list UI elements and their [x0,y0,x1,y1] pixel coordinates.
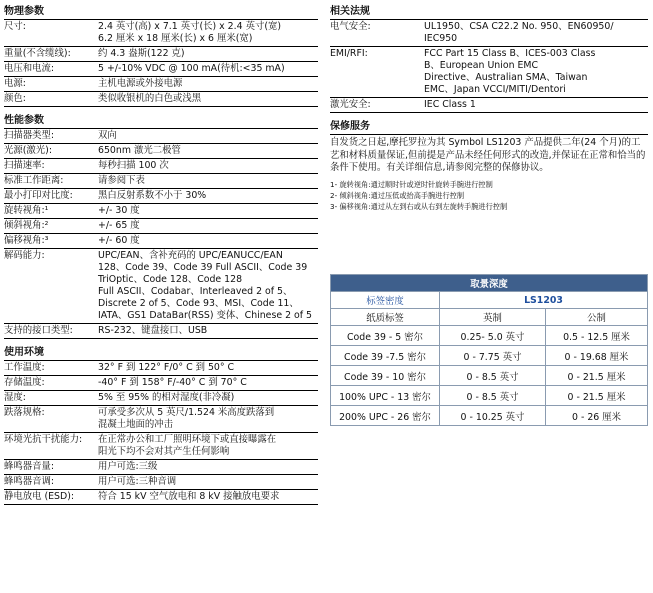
table-cell: 0 - 7.75 英寸 [440,346,546,366]
spec-value [98,92,318,106]
spec-label: 倾斜视角:² [4,220,49,231]
spec-row [4,234,318,249]
spec-row [4,219,318,234]
spec-row [4,62,318,77]
spec-label: 湿度: [4,392,26,403]
table-cell: 0 - 19.68 厘米 [546,346,648,366]
physical-section-title: 物理参数 [4,4,318,20]
spec-value-line: IEC Class 1 [424,99,476,110]
spec-value-line: FCC Part 15 Class B、ICES-003 Class [424,48,596,59]
spec-label: 标准工作距离: [4,175,64,186]
spec-row [4,249,318,324]
spec-row [4,460,318,475]
spec-value-line: 每秒扫描 100 次 [98,160,169,171]
spec-value-line: 用户可选:三种音调 [98,476,177,487]
spec-value [98,189,318,203]
footnote: 2- 倾斜视角:通过压低或抬高手腕进行控制 [330,190,465,200]
spec-value-line: 类似收银机的白色或浅黑 [98,93,202,104]
right-column [330,4,648,212]
spec-value-line: 阳光下均不会对其产生任何影响 [98,446,230,457]
table-cell: 200% UPC - 26 密尔 [331,406,440,426]
spec-value-line: Discrete 2 of 5、Code 93、MSI、Code 11、 [98,298,299,309]
spec-value [98,174,318,188]
spec-value-line: 约 4.3 盎斯(122 克) [98,48,185,59]
table-cell: Code 39 -7.5 密尔 [331,346,440,366]
spec-row [4,324,318,339]
spec-row [4,490,318,505]
spec-value-line: 650nm 激光二极管 [98,145,181,156]
spec-value-line: 主机电源或外接电源 [98,78,183,89]
spec-row [4,376,318,391]
spec-value [98,20,318,46]
spec-value-line: 请参阅下表 [98,175,145,186]
spec-label: 电气安全: [330,21,371,32]
spec-label: 支持的接口类型: [4,325,73,336]
spec-row [330,20,648,47]
spec-label: 跌落规格: [4,407,45,418]
column-header: 纸质标签 [331,309,440,326]
spec-value [98,406,318,432]
spec-row [4,144,318,159]
spec-value [98,77,318,91]
spec-value [98,129,318,143]
spec-label: 重量(不含缆线): [4,48,71,59]
spec-value-line: 5% 至 95% 的相对湿度(非冷凝) [98,392,235,403]
environment-rows [4,361,318,505]
spec-row [4,189,318,204]
spec-value-line: EMC、Japan VCCI/MITI/Dentori [424,84,566,95]
spec-value-line: 符合 15 kV 空气放电和 8 kV 接触放电要求 [98,491,280,502]
spec-row [4,47,318,62]
spec-label: 光源(激光): [4,145,52,156]
spec-value-line: 用户可选:三级 [98,461,158,472]
spec-value-line: 在正常办公和工厂照明环境下或直接曝露在 [98,434,277,445]
spec-value-line: +/- 65 度 [98,220,140,231]
label-density-header: 标签密度 [331,292,440,309]
spec-row [4,159,318,174]
spec-label: 工作温度: [4,362,45,373]
spec-value-line: 32° F 到 122° F/0° C 到 50° C [98,362,235,373]
spec-value-line: +/- 60 度 [98,235,140,246]
depth-of-field-table [330,274,648,426]
table-cell: 100% UPC - 13 密尔 [331,386,440,406]
spec-value-line: B、European Union EMC [424,60,539,71]
spec-value-line: Full ASCII、Codabar、Interleaved 2 of 5、 [98,286,293,297]
table-row [331,366,648,386]
spec-label: 解码能力: [4,250,45,261]
environment-section-title: 使用环境 [4,345,318,361]
spec-value [98,324,318,338]
spec-value-line: 128、Code 39、Code 39 Full ASCII、Code 39 [98,262,308,273]
spec-value-line: 黑白反射系数不小于 30% [98,190,207,201]
table-row [331,386,648,406]
spec-row [4,433,318,460]
table-cell: 0 - 21.5 厘米 [546,386,648,406]
table-row [331,406,648,426]
spec-row [4,77,318,92]
warranty-text: 自发货之日起,摩托罗拉为其 Symbol LS1203 产品提供二年(24 个月)的工艺和材料质量保证,但前提是产品未经任何形式的改造,并保证在正常和恰当的条件下使用。有关详细信息,请参阅完整的保修协议。 [330,137,646,173]
spec-label: 蜂鸣器音调: [4,476,55,487]
spec-value-line: TriOptic、Code 128、Code 128 [98,274,243,285]
spec-value [424,98,648,112]
spec-label: 激光安全: [330,99,371,110]
spec-label: 偏移视角:³ [4,235,49,246]
regulatory-section-title: 相关法规 [330,4,648,20]
model-header: LS1203 [440,292,648,309]
table-cell: 0 - 21.5 厘米 [546,366,648,386]
spec-value [98,433,318,459]
table-cell: 0 - 8.5 英寸 [440,366,546,386]
table-cell: 0 - 8.5 英寸 [440,386,546,406]
column-header: 英制 [440,309,546,326]
spec-value-line: UPC/EAN、含补充码的 UPC/EANUCC/EAN [98,250,283,261]
spec-value-line: 双向 [98,130,117,141]
spec-label: 环境光抗干扰能力: [4,434,83,445]
spec-value [98,376,318,390]
spec-value [98,490,318,504]
spec-value-line: 6.2 厘米 x 18 厘米(长) x 6 厘米(宽) [98,33,253,44]
spec-row [4,92,318,107]
spec-row [4,174,318,189]
spec-value [98,62,318,76]
spec-value [98,144,318,158]
warranty-section-title: 保修服务 [330,119,648,135]
spec-value-line: 5 +/-10% VDC @ 100 mA(待机:<35 mA) [98,63,285,74]
spec-label: 扫描速率: [4,160,45,171]
footnotes [330,179,648,212]
spec-row [4,406,318,433]
spec-label: EMI/RFI: [330,48,368,59]
performance-section-title: 性能参数 [4,113,318,129]
spec-value [98,361,318,375]
depth-table-body [331,326,648,426]
spec-row [4,475,318,490]
performance-rows [4,129,318,339]
table-row [331,346,648,366]
spec-value [98,47,318,61]
spec-value [98,249,318,323]
spec-row [4,204,318,219]
spec-value-line: +/- 30 度 [98,205,140,216]
table-cell: Code 39 - 10 密尔 [331,366,440,386]
spec-value-line: 可承受多次从 5 英尺/1.524 米高度跌落到 [98,407,275,418]
spec-row [4,391,318,406]
table-cell: 0 - 10.25 英寸 [440,406,546,426]
spec-value-line: Directive、Australian SMA、Taiwan [424,72,588,83]
spec-value-line: IATA、GS1 DataBar(RSS) 变体、Chinese 2 of 5 [98,310,313,321]
spec-row [4,361,318,376]
spec-label: 颜色: [4,93,26,104]
spec-value [98,204,318,218]
spec-value [424,47,648,97]
spec-value-line: IEC950 [424,33,458,44]
table-cell: Code 39 - 5 密尔 [331,326,440,346]
spec-value-line: RS-232、键盘接口、USB [98,325,208,336]
spec-value-line: 混凝土地面的冲击 [98,419,174,430]
spec-label: 最小打印对比度: [4,190,73,201]
left-column [4,4,318,505]
spec-label: 蜂鸣器音量: [4,461,55,472]
spec-value [424,20,648,46]
spec-row [4,20,318,47]
spec-label: 电源: [4,78,26,89]
depth-table-title: 取景深度 [331,275,648,292]
table-cell: 0.5 - 12.5 厘米 [546,326,648,346]
spec-value-line: -40° F 到 158° F/-40° C 到 70° C [98,377,247,388]
table-cell: 0 - 26 厘米 [546,406,648,426]
spec-row [330,47,648,98]
spec-label: 尺寸: [4,21,26,32]
spec-label: 电压和电流: [4,63,55,74]
spec-label: 存储温度: [4,377,45,388]
spec-value [98,219,318,233]
footnote: 3- 偏移视角:通过从左到右或从右到左旋转手腕进行控制 [330,201,508,211]
spec-value [98,159,318,173]
column-header: 公制 [546,309,648,326]
spec-label: 扫描器类型: [4,130,55,141]
spec-label: 静电放电 (ESD): [4,491,75,502]
table-row [331,326,648,346]
spec-value-line: UL1950、CSA C22.2 No. 950、EN60950/ [424,21,614,32]
regulatory-rows [330,20,648,113]
spec-value-line: 2.4 英寸(高) x 7.1 英寸(长) x 2.4 英寸(宽) [98,21,282,32]
spec-row [330,98,648,113]
spec-row [4,129,318,144]
spec-value [98,391,318,405]
spec-label: 旋转视角:¹ [4,205,49,216]
spec-value [98,460,318,474]
table-cell: 0.25- 5.0 英寸 [440,326,546,346]
footnote: 1- 旋转视角:通过顺时针或逆时针旋转手腕进行控制 [330,179,493,189]
spec-value [98,234,318,248]
spec-value [98,475,318,489]
physical-rows [4,20,318,107]
